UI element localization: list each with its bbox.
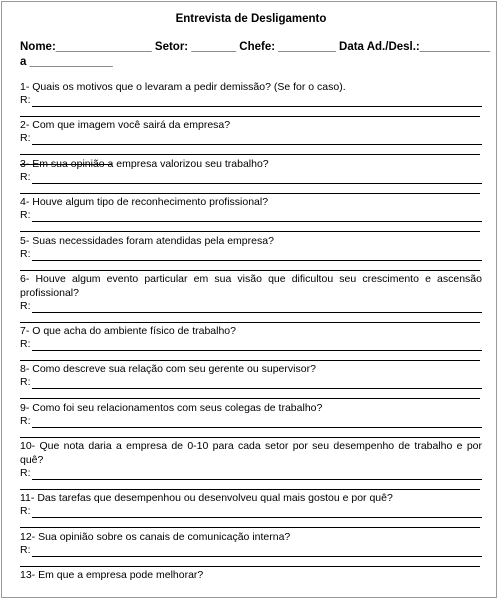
answer-line xyxy=(32,339,483,351)
answer-prefix: R: xyxy=(20,300,31,312)
answer-prefix: R: xyxy=(20,132,31,144)
answer-4-field[interactable] xyxy=(20,209,482,222)
header-date-range-line: a _____________ xyxy=(20,56,113,68)
question-10 xyxy=(20,439,482,490)
answer-12-field[interactable] xyxy=(20,544,482,557)
answer-extra-line[interactable] xyxy=(20,261,480,271)
answer-prefix: R: xyxy=(20,171,31,183)
question-4-text: 4- Houve algum tipo de reconhecimento profissional? xyxy=(20,196,269,208)
answer-prefix: R: xyxy=(20,248,31,260)
question-7-text: 7- O que acha do ambiente físico de trabalho? xyxy=(20,325,236,337)
question-13 xyxy=(20,568,482,582)
answer-8-field[interactable] xyxy=(20,376,482,389)
answer-extra-line[interactable] xyxy=(20,107,480,117)
question-11-text: 11- Das tarefas que desempenhou ou desenvolveu qual mais gostou e por quê? xyxy=(20,492,393,504)
answer-extra-line[interactable] xyxy=(20,428,480,438)
answer-10-field[interactable] xyxy=(20,467,482,480)
question-9 xyxy=(20,401,482,438)
answer-extra-line[interactable] xyxy=(20,145,480,155)
answer-extra-line[interactable] xyxy=(20,389,480,399)
question-1 xyxy=(20,80,482,117)
answer-prefix: R: xyxy=(20,94,31,106)
question-6-text: 6- Houve algum evento particular em sua visão que dificultou seu crescimento e ascensão profissional? xyxy=(20,273,482,299)
question-13-text: 13- Em que a empresa pode melhorar? xyxy=(20,569,204,581)
answer-9-field[interactable] xyxy=(20,415,482,428)
header-fields-line: Nome:_______________ Setor: _______ Chefe: _________ Data Ad./Desl.:___________ xyxy=(20,41,491,53)
question-1-text: 1- Quais os motivos que o levaram a pedir demissão? (Se for o caso). xyxy=(20,81,346,93)
answer-extra-line[interactable] xyxy=(20,351,480,361)
question-8-text: 8- Como descreve sua relação com seu gerente ou supervisor? xyxy=(20,363,316,375)
answer-3-field[interactable] xyxy=(20,171,482,184)
answer-extra-line[interactable] xyxy=(20,184,480,194)
answer-prefix: R: xyxy=(20,415,31,427)
answer-extra-line[interactable] xyxy=(20,222,480,232)
answer-line xyxy=(32,172,483,184)
question-11 xyxy=(20,491,482,528)
answer-extra-line[interactable] xyxy=(20,480,480,490)
answer-prefix: R: xyxy=(20,338,31,350)
question-12-text: 12- Sua opinião sobre os canais de comunicação interna? xyxy=(20,531,291,543)
question-3 xyxy=(20,157,482,194)
answer-line xyxy=(32,301,483,313)
question-9-text: 9- Como foi seu relacionamentos com seus colegas de trabalho? xyxy=(20,402,323,414)
question-4 xyxy=(20,195,482,232)
answer-line xyxy=(32,468,483,480)
answer-prefix: R: xyxy=(20,505,31,517)
answer-1-field[interactable] xyxy=(20,94,482,107)
answer-line xyxy=(32,249,483,261)
answer-extra-line[interactable] xyxy=(20,313,480,323)
answer-prefix: R: xyxy=(20,376,31,388)
question-8 xyxy=(20,362,482,399)
answer-prefix: R: xyxy=(20,544,31,556)
question-2-text: 2- Com que imagem você sairá da empresa? xyxy=(20,119,231,131)
document-title: Entrevista de Desligamento xyxy=(175,13,327,25)
question-10-text: 10- Que nota daria a empresa de 0-10 para cada setor por seu desempenho de trabalho e por quê? xyxy=(20,440,482,466)
form-header xyxy=(20,40,491,70)
answer-prefix: R: xyxy=(20,209,31,221)
question-3-text: 3- Em sua opinião a empresa valorizou seu trabalho? xyxy=(20,158,269,170)
answer-line xyxy=(32,210,483,222)
answer-7-field[interactable] xyxy=(20,338,482,351)
answer-line xyxy=(32,545,483,557)
answer-line xyxy=(32,95,483,107)
question-5-text: 5- Suas necessidades foram atendidas pela empresa? xyxy=(20,235,274,247)
answer-5-field[interactable] xyxy=(20,248,482,261)
question-7 xyxy=(20,324,482,361)
question-6 xyxy=(20,272,482,323)
answer-line xyxy=(32,506,483,518)
question-12 xyxy=(20,530,482,567)
answer-prefix: R: xyxy=(20,467,31,479)
answer-line xyxy=(32,133,483,145)
answer-11-field[interactable] xyxy=(20,505,482,518)
answer-6-field[interactable] xyxy=(20,300,482,313)
answer-line xyxy=(32,416,483,428)
answer-extra-line[interactable] xyxy=(20,557,480,567)
answer-line xyxy=(32,377,483,389)
answer-extra-line[interactable] xyxy=(20,518,480,528)
answer-2-field[interactable] xyxy=(20,132,482,145)
question-5 xyxy=(20,234,482,271)
